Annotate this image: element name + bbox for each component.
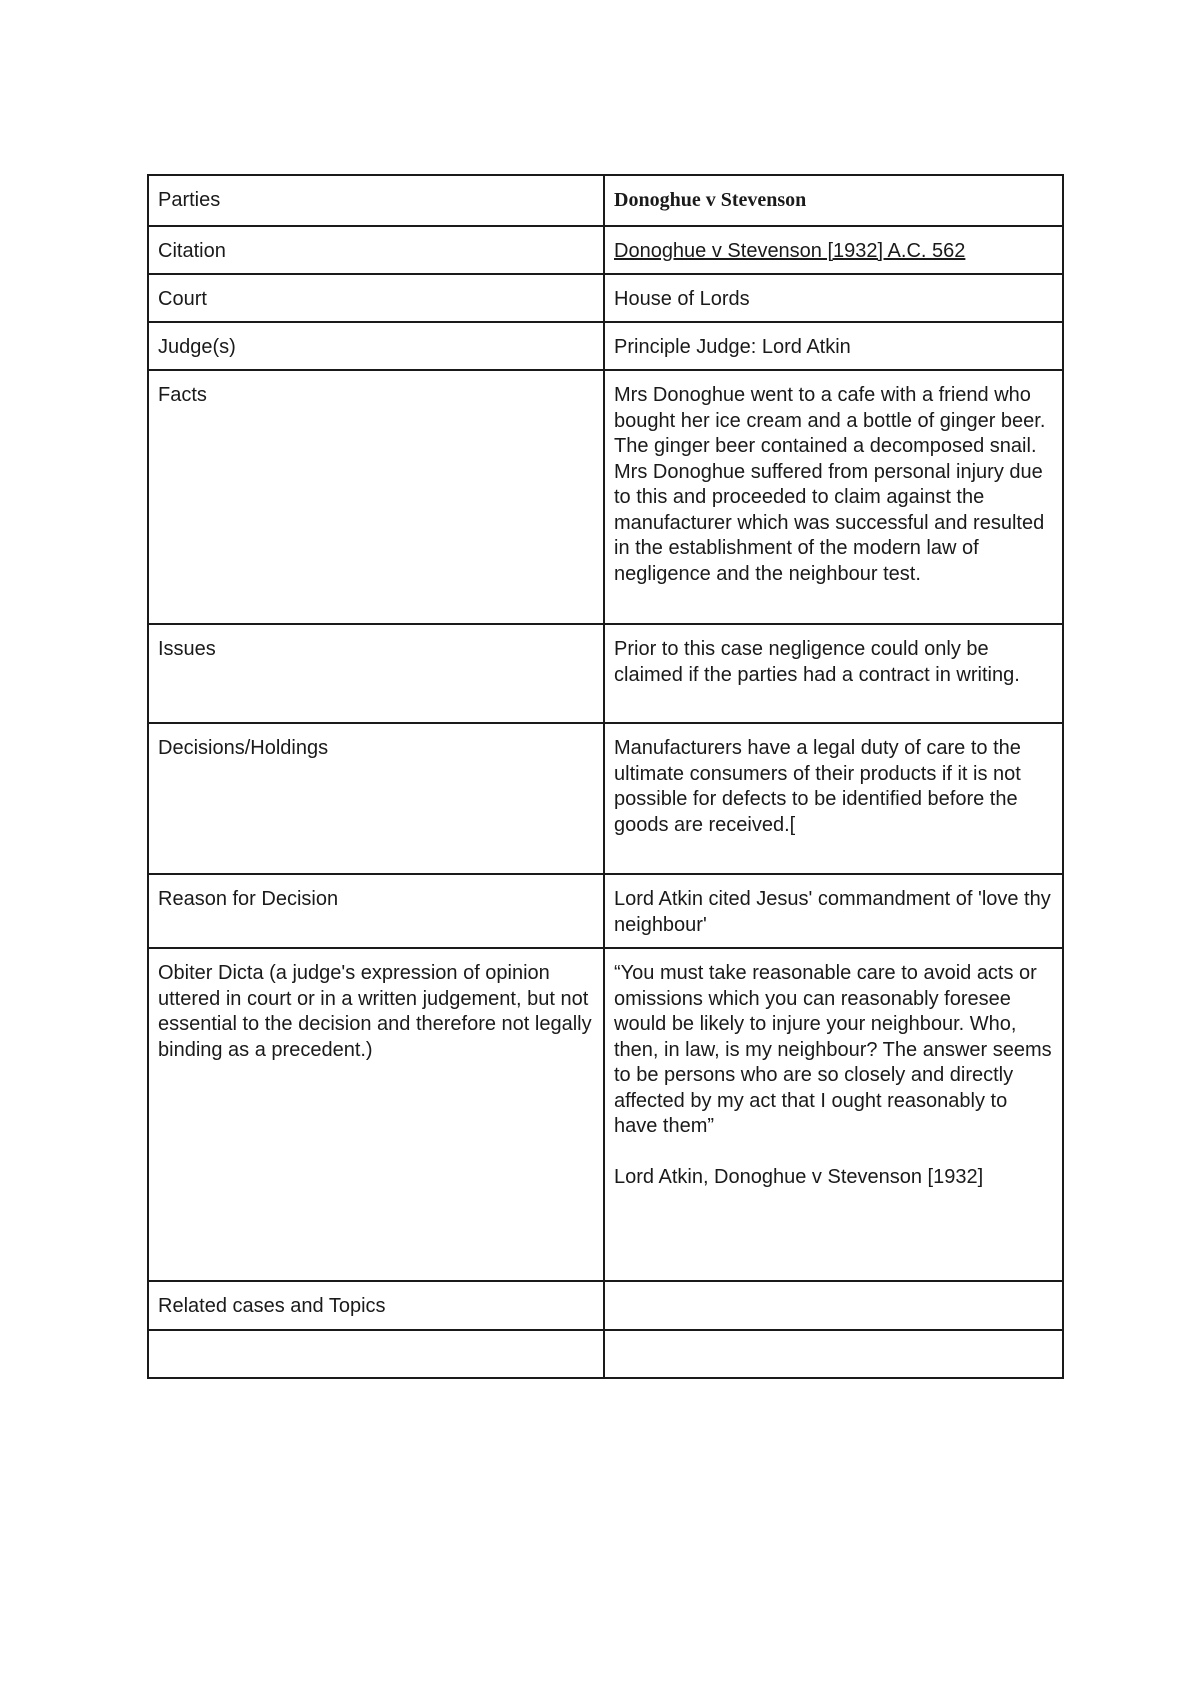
table-row-related [148, 1281, 1063, 1330]
facts-value: Mrs Donoghue went to a cafe with a friend who bought her ice cream and a bottle of ginger beer. The ginger beer contained a decomposed snail. Mrs Donoghue suffered from personal injury due to this and proceeded to claim against the manufacturer which was successful and resulted in the establishment of the modern law of negligence and the neighbour test. [604, 370, 1063, 624]
table-row-empty [148, 1330, 1063, 1378]
case-brief-table [147, 174, 1064, 1379]
obiter-attribution: Lord Atkin, Donoghue v Stevenson [1932] [614, 1165, 984, 1188]
parties-value: Donoghue v Stevenson [604, 175, 1063, 226]
facts-label: Facts [148, 370, 604, 624]
reason-value: Lord Atkin cited Jesus' commandment of 'love thy neighbour' [604, 874, 1063, 948]
obiter-label: Obiter Dicta (a judge's expression of opinion uttered in court or in a written judgement, but not essential to the decision and therefore not legally binding as a precedent.) [148, 948, 604, 1281]
table-row-facts [148, 370, 1063, 624]
issues-value: Prior to this case negligence could only be claimed if the parties had a contract in writing. [604, 624, 1063, 723]
parties-label: Parties [148, 175, 604, 226]
table-row-citation [148, 226, 1063, 274]
judges-label: Judge(s) [148, 322, 604, 370]
obiter-value [604, 948, 1063, 1281]
issues-label: Issues [148, 624, 604, 723]
reason-label: Reason for Decision [148, 874, 604, 948]
citation-link[interactable]: Donoghue v Stevenson [1932] A.C. 562 [614, 240, 966, 262]
table-row-decisions [148, 723, 1063, 874]
related-label: Related cases and Topics [148, 1281, 604, 1330]
judges-value: Principle Judge: Lord Atkin [604, 322, 1063, 370]
court-label: Court [148, 274, 604, 322]
citation-label: Citation [148, 226, 604, 274]
citation-cell [604, 226, 1063, 274]
decisions-value: Manufacturers have a legal duty of care to the ultimate consumers of their products if it is not possible for defects to be identified before the goods are received.[ [604, 723, 1063, 874]
decisions-label: Decisions/Holdings [148, 723, 604, 874]
table-row-issues [148, 624, 1063, 723]
empty-label-cell [148, 1330, 604, 1378]
obiter-quote: “You must take reasonable care to avoid acts or omissions which you can reasonably foresee would be likely to injure your neighbour. Who, then, in law, is my neighbour? The answer seems to be persons who are so closely and directly affected by my act that I ought reasonably to have them” [614, 962, 1052, 1137]
table-row-judges [148, 322, 1063, 370]
empty-value-cell [604, 1330, 1063, 1378]
table-row-parties [148, 175, 1063, 226]
court-value: House of Lords [604, 274, 1063, 322]
table-row-court [148, 274, 1063, 322]
table-row-obiter-dicta [148, 948, 1063, 1281]
related-value [604, 1281, 1063, 1330]
table-row-reason [148, 874, 1063, 948]
